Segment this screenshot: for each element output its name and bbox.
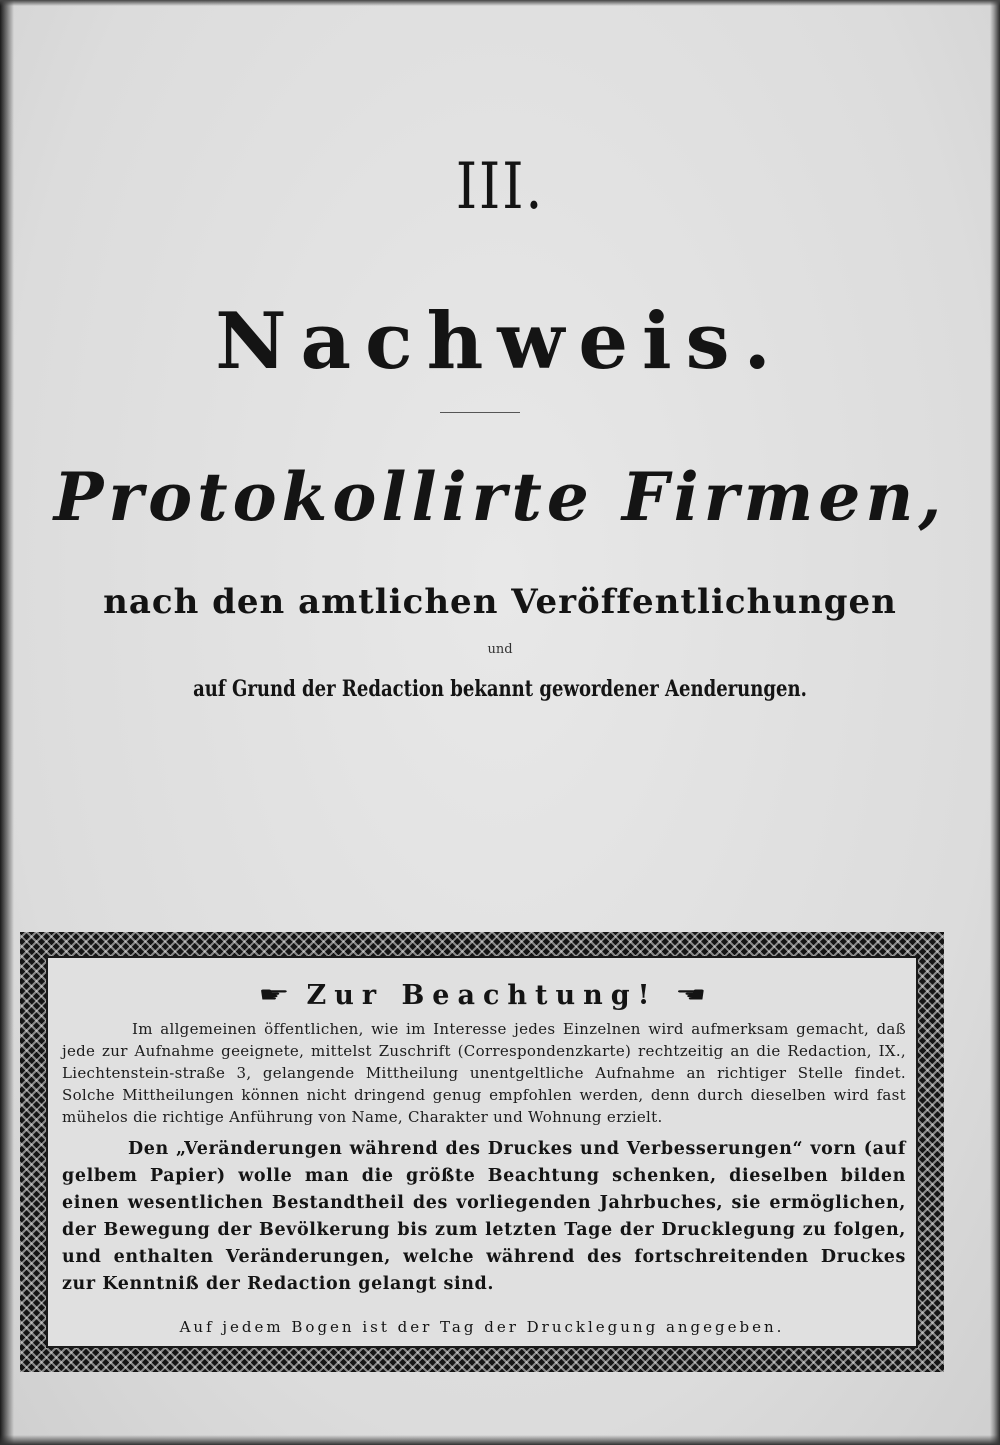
subtitle-line-2: auf Grund der Redaction bekannt gewordener Aenderungen. — [193, 676, 807, 702]
notice-footer: Auf jedem Bogen ist der Tag der Drucklegung angegeben. — [179, 1318, 785, 1336]
pointing-hand-icon: ☛ — [257, 983, 290, 1008]
subtitle-conjunction: und — [487, 642, 513, 657]
scan-edge-bottom — [0, 1435, 1000, 1445]
notice-heading: Zur Beachtung! — [306, 980, 658, 1011]
notice-box — [20, 932, 944, 1372]
notice-heading-row — [48, 980, 916, 1011]
subtitle-line-1: nach den amtlichen Veröffentlichungen — [103, 582, 897, 622]
notice-paragraph-2: Den „Veränderungen während des Druckes und Verbesserungen“ vorn (auf gelbem Papier) wolle man die größte Beachtung schenken, dieselben bilden einen wesentlichen Bestandtheil des vorliegenden Jahrbuches, sie ermöglichen, der Bewegung der Bevölkerung bis zum letzten Tage der Drucklegung zu folgen, und enthalten Veränderungen, welche während des fortschreitenden Druckes zur Kenntniß der Redaction gelangt sind. — [62, 1139, 906, 1294]
notice-paragraph-1: Im allgemeinen öffentlichen, wie im Interesse jedes Einzelnen wird aufmerksam gemacht, daß jede zur Aufnahme geeignete, mittelst Zuschrift (Correspondenzkarte) rechtzeitig an die Redaction, IX., Liechtenstein-straße 3, gelangende Mittheilung unentgeltliche Aufnahme an richtiger Stelle findet. Solche Mittheilungen können nicht dringend genug empfohlen werden, denn durch dieselben wird fast mühelos die richtige Anführung von Name, Charakter und Wohnung erzielt. — [62, 1020, 906, 1126]
scan-edge-left — [0, 0, 14, 1445]
scan-edge-top — [0, 0, 1000, 6]
pointing-hand-icon: ☛ — [674, 983, 707, 1008]
page-title: Nachweis. — [215, 296, 785, 387]
scan-edge-right — [990, 0, 1000, 1445]
title-divider — [440, 412, 520, 413]
page-subtitle: Protokollirte Firmen, — [53, 458, 947, 536]
notice-content — [46, 956, 918, 1348]
section-number: III. — [455, 150, 545, 224]
